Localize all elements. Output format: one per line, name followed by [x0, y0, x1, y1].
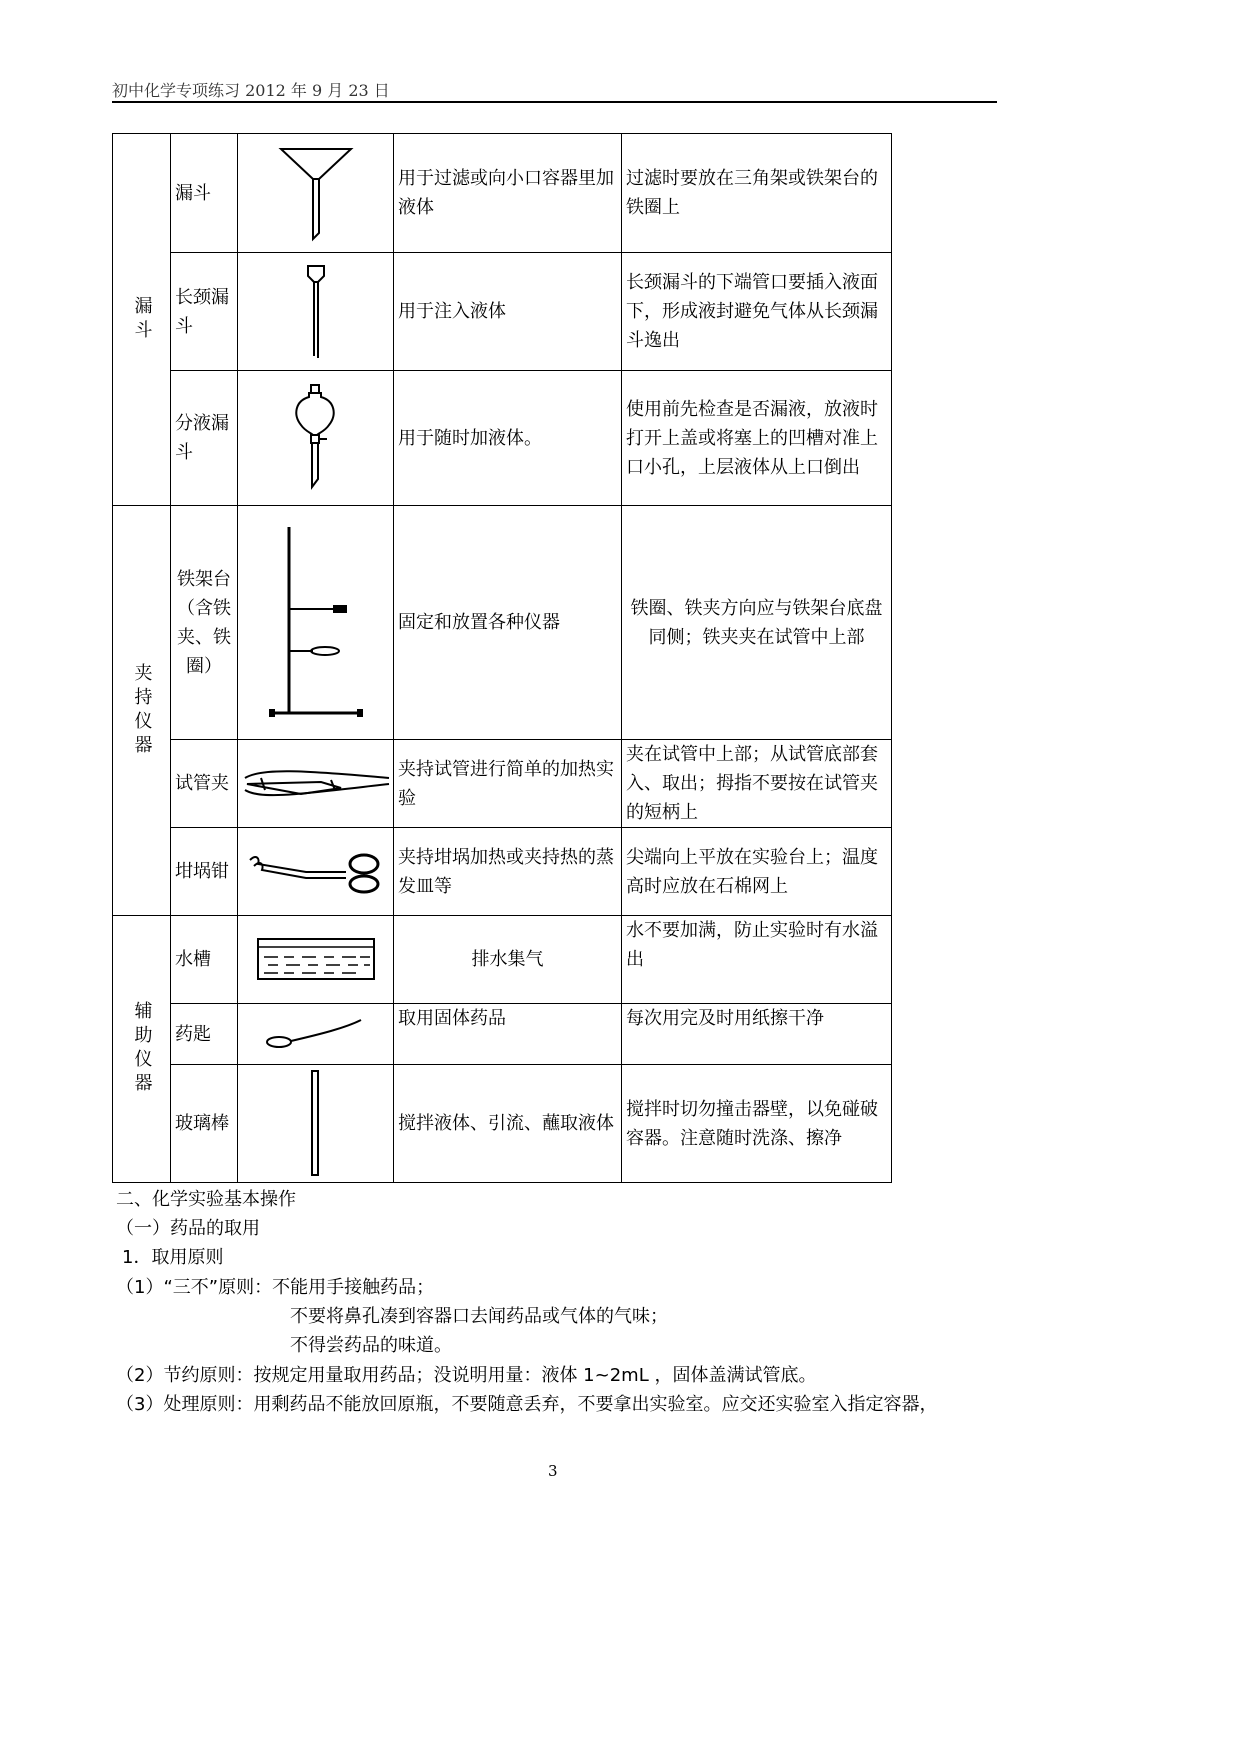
item-image	[238, 134, 394, 253]
funnel-icon	[276, 143, 356, 243]
item-image	[238, 1004, 394, 1065]
item-note: 每次用完及时用纸擦干净	[622, 1004, 892, 1065]
item-image	[238, 253, 394, 371]
section-heading: 二、化学实验基本操作	[116, 1189, 296, 1210]
table-row	[113, 740, 892, 828]
body-line: （2）节约原则：按规定用量取用药品；没说明用量：液体 1~2mL ，固体盖满试管底。	[116, 1365, 817, 1386]
separatory-funnel-icon	[291, 383, 341, 493]
section-point: 1．取用原则	[122, 1247, 224, 1268]
body-line: 不得尝药品的味道。	[290, 1335, 452, 1356]
body-line: （1）“三不”原则：不能用手接触药品；	[116, 1277, 435, 1298]
item-note: 夹在试管中上部；从试管底部套入、取出；拇指不要按在试管夹的短柄上	[622, 740, 892, 828]
section-subheading: （一）药品的取用	[116, 1218, 260, 1239]
item-use: 夹持坩埚加热或夹持热的蒸发皿等	[394, 828, 622, 916]
item-note: 长颈漏斗的下端管口要插入液面下，形成液封避免气体从长颈漏斗逸出	[622, 253, 892, 371]
item-name: 药匙	[171, 1004, 238, 1065]
item-note: 搅拌时切勿撞击器壁，以免碰破容器。注意随时洗涤、擦净	[622, 1065, 892, 1183]
item-note: 过滤时要放在三角架或铁架台的铁圈上	[622, 134, 892, 253]
item-note: 使用前先检查是否漏液，放液时打开上盖或将塞上的凹槽对准上口小孔，上层液体从上口倒出	[622, 371, 892, 506]
category-label: 辅助仪器	[131, 1001, 153, 1097]
item-name: 坩埚钳	[171, 828, 238, 916]
table-row	[113, 1004, 892, 1065]
item-name: 玻璃棒	[171, 1065, 238, 1183]
category-cell	[113, 506, 171, 916]
table-row	[113, 371, 892, 506]
medicine-spoon-icon	[261, 1014, 371, 1054]
item-name: 铁架台（含铁夹、铁圈）	[171, 506, 238, 740]
test-tube-clamp-icon	[241, 764, 391, 804]
body-line: （3）处理原则：用剩药品不能放回原瓶，不要随意丢弃，不要拿出实验室。应交还实验室入指定容器，	[116, 1394, 938, 1415]
item-image	[238, 371, 394, 506]
page-header: 初中化学专项练习 2012 年 9 月 23 日	[112, 81, 390, 100]
item-name: 分液漏斗	[171, 371, 238, 506]
item-image	[238, 828, 394, 916]
iron-stand-icon	[261, 523, 371, 723]
item-note: 水不要加满，防止实验时有水溢出	[622, 916, 892, 1004]
crucible-tongs-icon	[246, 850, 386, 894]
category-cell	[113, 134, 171, 506]
long-neck-funnel-icon	[296, 262, 336, 362]
item-use: 夹持试管进行简单的加热实验	[394, 740, 622, 828]
item-name: 漏斗	[171, 134, 238, 253]
page-number: 3	[548, 1462, 558, 1480]
item-name: 水槽	[171, 916, 238, 1004]
item-use: 排水集气	[394, 916, 622, 1004]
header-divider	[112, 101, 997, 103]
table-row	[113, 506, 892, 740]
item-note: 铁圈、铁夹方向应与铁架台底盘同侧；铁夹夹在试管中上部	[622, 506, 892, 740]
item-use: 用于过滤或向小口容器里加液体	[394, 134, 622, 253]
table-row	[113, 134, 892, 253]
item-use: 用于随时加液体。	[394, 371, 622, 506]
item-use: 固定和放置各种仪器	[394, 506, 622, 740]
category-cell	[113, 916, 171, 1183]
item-name: 试管夹	[171, 740, 238, 828]
table-row	[113, 916, 892, 1004]
item-use: 用于注入液体	[394, 253, 622, 371]
table-row	[113, 253, 892, 371]
item-image	[238, 740, 394, 828]
equipment-table	[112, 133, 892, 1183]
glass-rod-icon	[301, 1069, 331, 1179]
item-image	[238, 916, 394, 1004]
item-image	[238, 506, 394, 740]
item-image	[238, 1065, 394, 1183]
table-row	[113, 828, 892, 916]
water-trough-icon	[254, 935, 378, 985]
item-use: 取用固体药品	[394, 1004, 622, 1065]
category-label: 夹持仪器	[131, 662, 153, 759]
category-label: 漏斗	[131, 295, 153, 344]
item-use: 搅拌液体、引流、蘸取液体	[394, 1065, 622, 1183]
item-note: 尖端向上平放在实验台上；温度高时应放在石棉网上	[622, 828, 892, 916]
table-row	[113, 1065, 892, 1183]
item-name: 长颈漏斗	[171, 253, 238, 371]
body-line: 不要将鼻孔凑到容器口去闻药品或气体的气味；	[290, 1306, 668, 1327]
